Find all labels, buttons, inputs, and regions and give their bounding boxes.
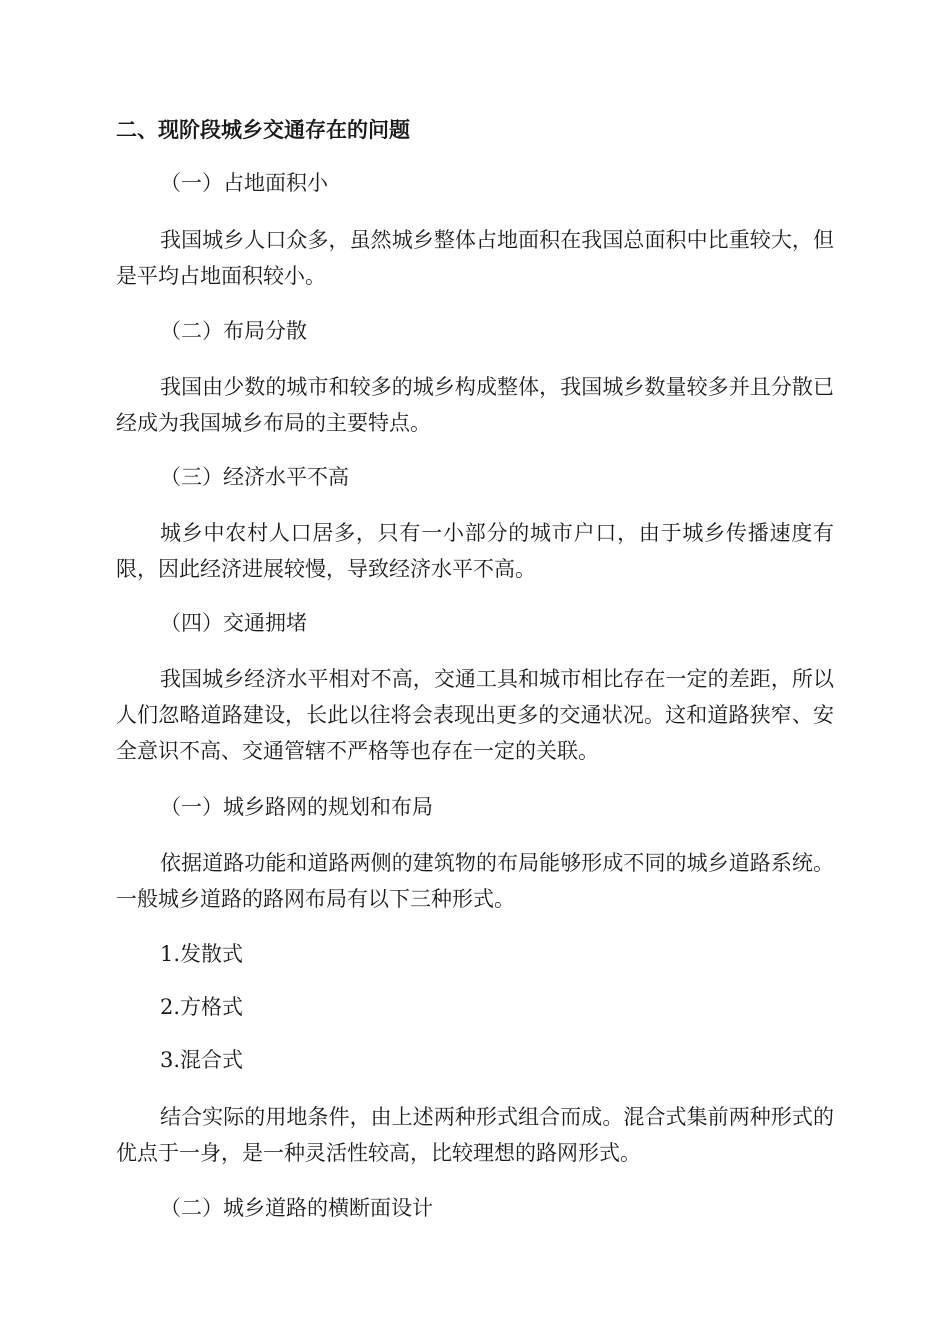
paragraph-economy: 城乡中农村人口居多，只有一小部分的城市户口，由于城乡传播速度有限，因此经济进展较慢，导致经济水平不高。 bbox=[116, 521, 834, 581]
subheading-road-network: （一）城乡路网的规划和布局 bbox=[160, 795, 433, 819]
paragraph-traffic-congestion: 我国城乡经济水平相对不高，交通工具和城市相比存在一定的差距，所以人们忽略道路建设，长此以往将会表现出更多的交通状况。这和道路狭窄、安全意识不高、交通管辖不严格等也存在一定的关联。 bbox=[116, 667, 834, 763]
list-item: 1.发散式 bbox=[160, 942, 244, 966]
subheading-traffic-congestion: （四）交通拥堵 bbox=[160, 611, 307, 635]
subheading-cross-section: （二）城乡道路的横断面设计 bbox=[160, 1196, 433, 1220]
paragraph-road-network: 依据道路功能和道路两侧的建筑物的布局能够形成不同的城乡道路系统。一般城乡道路的路网布局有以下三种形式。 bbox=[116, 851, 834, 911]
subheading-land-area: （一）占地面积小 bbox=[160, 171, 328, 195]
subheading-economy: （三）经济水平不高 bbox=[160, 465, 349, 489]
list-item: 2.方格式 bbox=[160, 995, 244, 1019]
section-title: 二、现阶段城乡交通存在的问题 bbox=[116, 118, 410, 142]
paragraph-land-area: 我国城乡人口众多，虽然城乡整体占地面积在我国总面积中比重较大，但是平均占地面积较小。 bbox=[116, 228, 834, 288]
paragraph-layout-scattered: 我国由少数的城市和较多的城乡构成整体，我国城乡数量较多并且分散已经成为我国城乡布局的主要特点。 bbox=[116, 375, 834, 435]
subheading-layout-scattered: （二）布局分散 bbox=[160, 319, 307, 343]
paragraph-mixed-form: 结合实际的用地条件，由上述两种形式组合而成。混合式集前两种形式的优点于一身，是一种灵活性较高，比较理想的路网形式。 bbox=[116, 1105, 834, 1165]
list-item: 3.混合式 bbox=[160, 1048, 244, 1072]
